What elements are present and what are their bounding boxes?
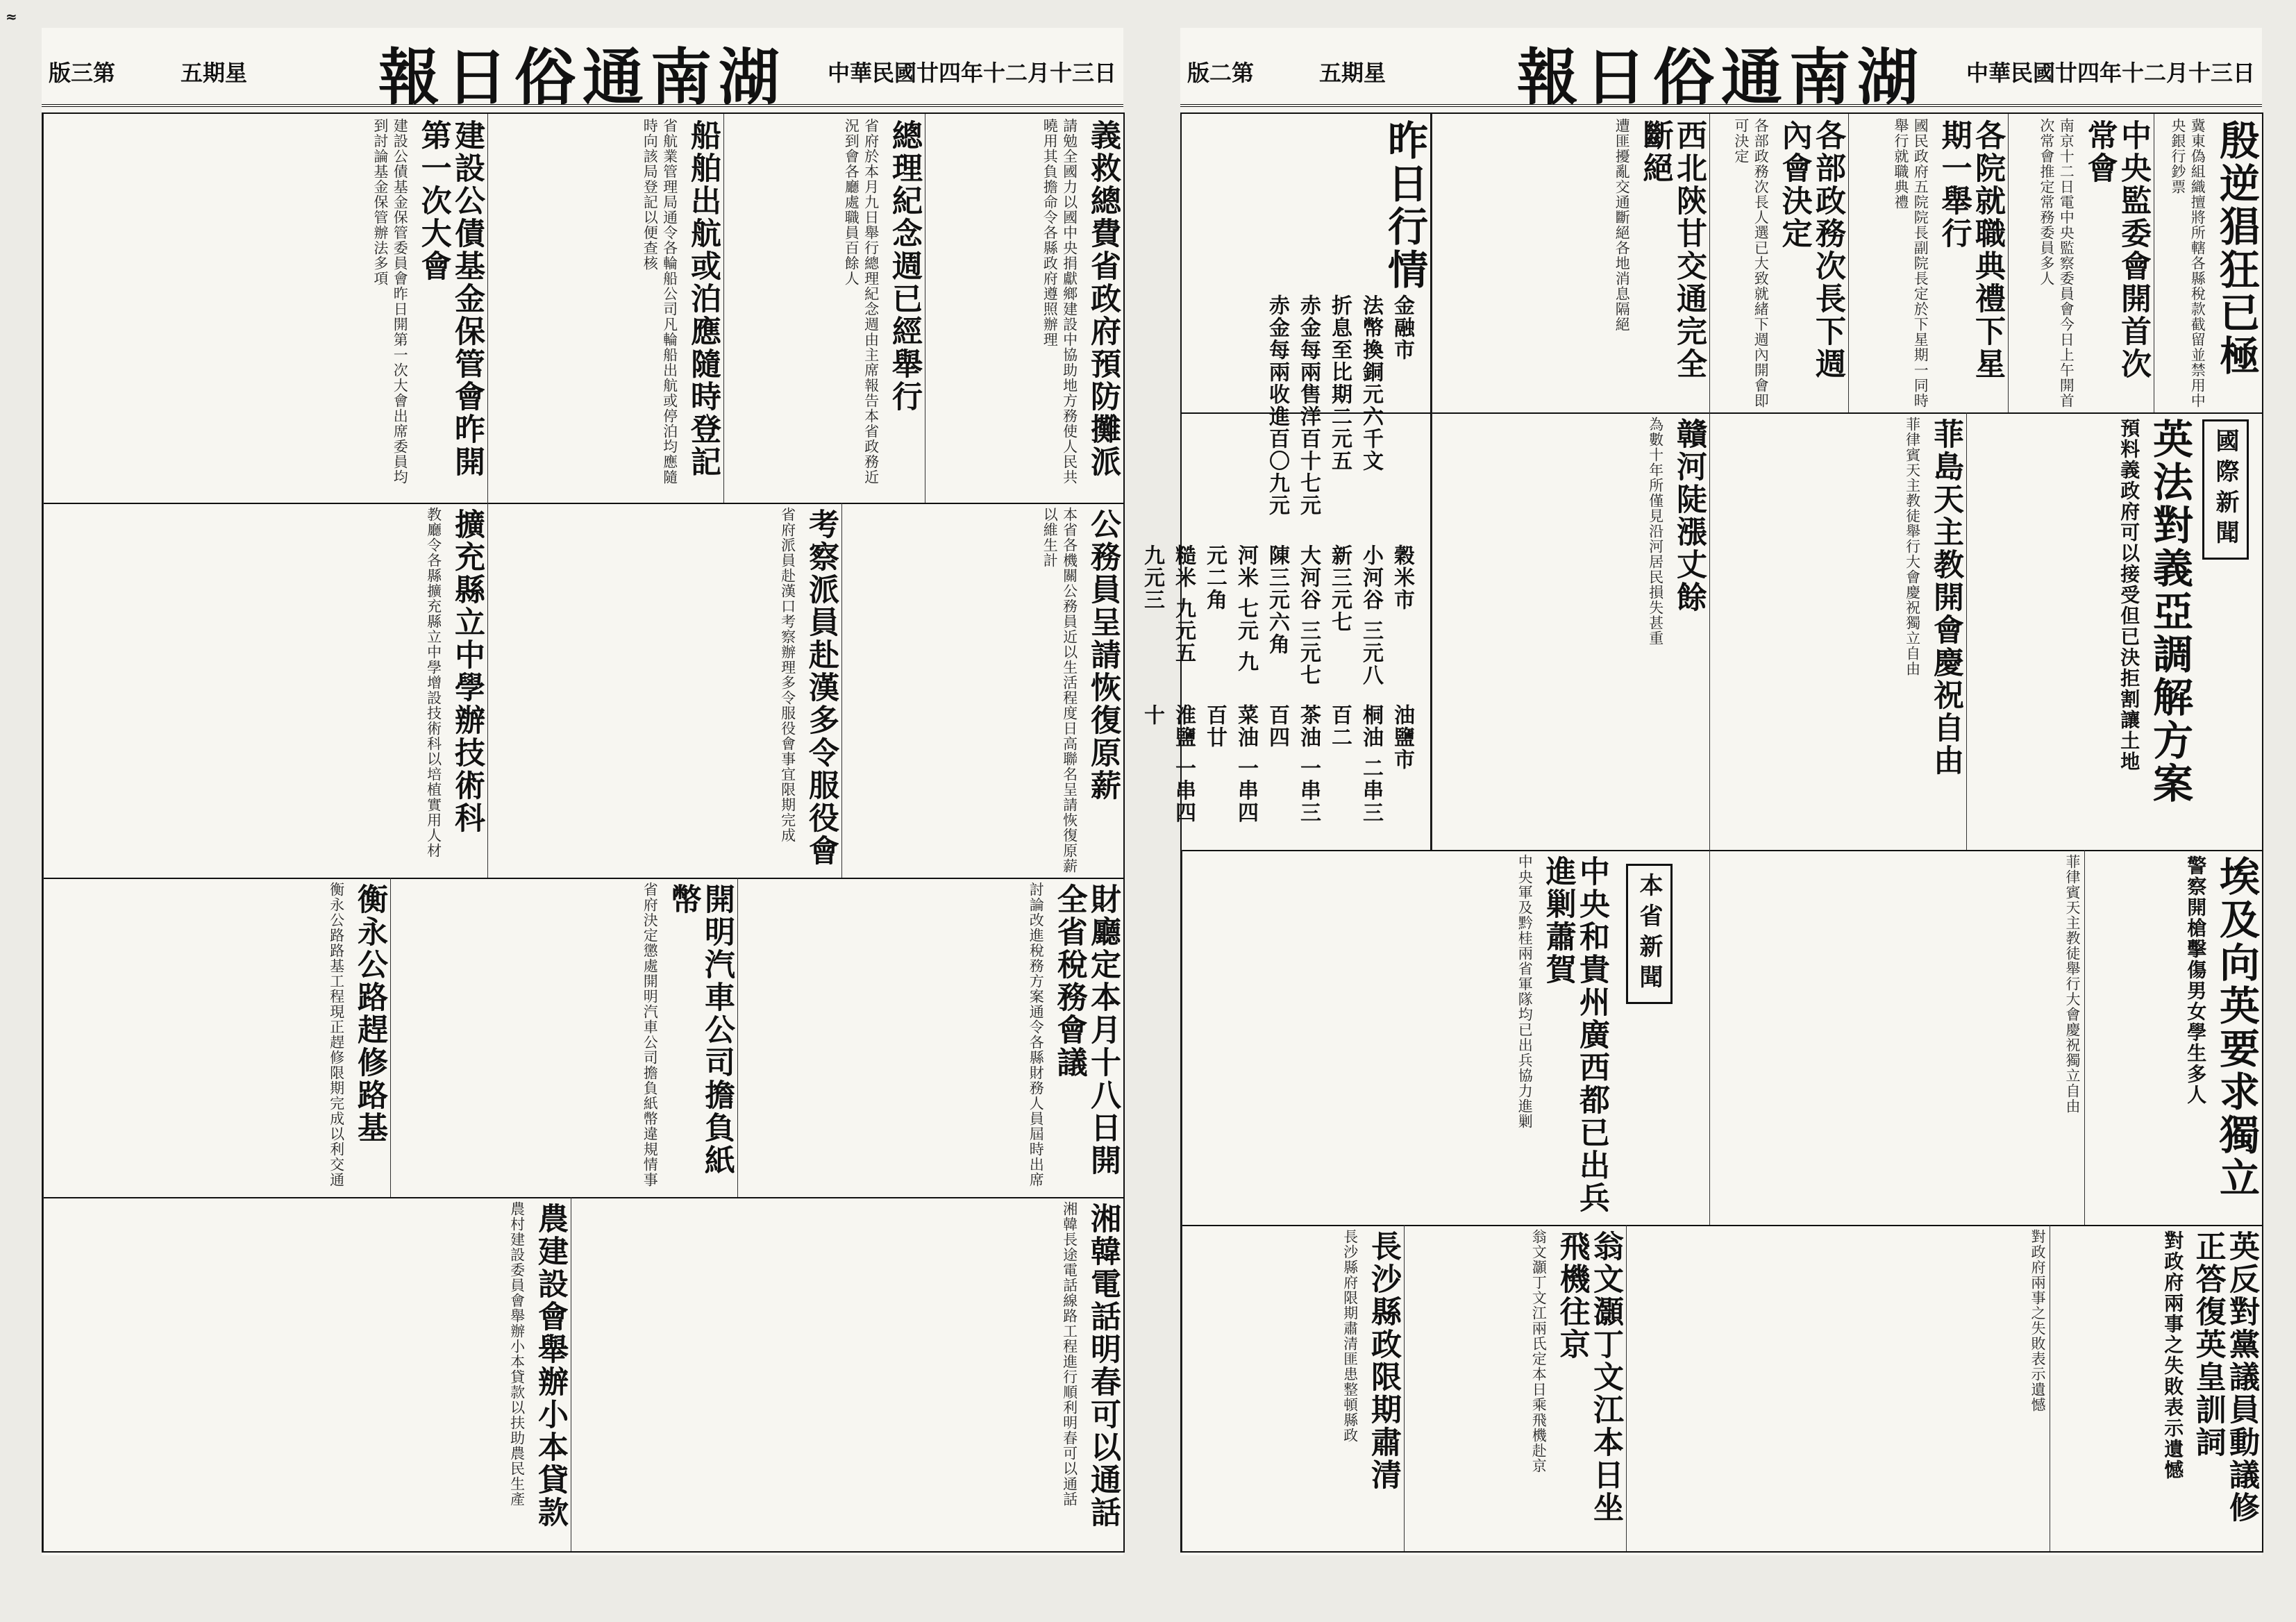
article-text: 長沙縣府限期肅清匪患整頓縣政 [1341,1229,1359,1443]
headline: 建設公債基金保管會昨開第一次大會 [415,119,485,478]
article [925,114,1123,503]
market-line: 桐油 二串三百二 [1327,704,1383,824]
issue-date: 中華民國廿四年十二月十三日 [1966,60,2255,86]
headline: 開明汽車公司擔負紙幣 [665,883,735,1177]
article [2084,850,2262,1225]
masthead [42,28,1123,113]
market-line: 赤金每兩收進百〇九元 [1265,294,1289,517]
headline: 公務員呈請恢復原薪 [1085,508,1121,802]
market-line: 茶油 一串三百四 [1265,704,1321,824]
headline: 中央和貴州廣西都已出兵進剿蕭賀 [1540,855,1609,1214]
article-text: 請勉全國力以國中央捐獻鄉建設中協助地方務使人民共曉用其負擔命令各縣政府遵照辦理 [1041,118,1078,485]
article [1709,412,1966,850]
article [1432,114,1709,412]
article [2050,1225,2262,1551]
headline: 殷逆猖狂已極 [2213,119,2260,378]
article-text: 菲律賓天主教徒舉行大會慶祝獨立自由 [1904,417,1921,676]
headline: 財廳定本月十八日開全省稅務會議 [1051,883,1121,1177]
market-rice-label: 穀米市 [1390,544,1414,611]
market-line: 法幣換銅元六千文 [1359,294,1383,472]
article-text: 遭匪擾亂交通斷絕各地消息隔絕 [1614,118,1631,332]
headline: 衡永公路趕修路基 [352,883,387,1144]
market-line: 大河谷 三元七 陳三元六角 [1265,544,1321,687]
headline: 考察派員赴漢多令服役會 [803,508,839,867]
article-text: 菲律賓天主教徒舉行大會慶祝獨立自由 [2064,854,2081,1114]
article [1182,850,1612,1225]
edition-label: 版三第 [49,60,116,86]
market-oil-label: 油鹽市 [1390,704,1414,771]
article-text: 湘韓長途電話線路工程進行順利明春可以通話 [1061,1201,1078,1507]
headline: 菲島天主教開會慶祝自由 [1928,418,1963,777]
masthead [1180,28,2262,113]
article-text: 南京十二日電中央監察委員會今日上午開首次常會推定常務委員多人 [2038,118,2075,408]
market-line: 赤金每兩售洋百十七元 [1296,294,1321,517]
market-line: 淮鹽 一串四十 [1140,704,1196,824]
article [723,114,925,503]
headline: 長沙縣政限期肅清 [1366,1230,1401,1491]
headline: 各院就職典禮下星期一舉行 [1936,119,2005,381]
headline: 各部政務次長下週內會決定 [1776,119,1845,381]
article-text: 中央軍及黔桂兩省軍隊均已出兵協力進剿 [1516,854,1534,1129]
headline: 翁文灝丁文江本日坐飛機往京 [1554,1230,1623,1524]
newspaper-title: 報日俗通南湖 [1516,41,1926,113]
headline: 英反對黨議員動議修正答復英皇訓詞 [2190,1230,2259,1524]
market-heading: 昨日行情 [1381,119,1428,292]
market-gold [1196,294,1418,530]
article [390,878,737,1197]
article [1966,412,2195,850]
headline: 埃及向英要求獨立 [2213,855,2260,1200]
article-text: 冀東偽組織擅將所轄各縣稅款截留並禁用中央銀行鈔票 [2169,118,2206,408]
article-text: 省府決定懲處開明汽車公司擔負紙幣違規情事 [642,882,659,1187]
corner-mark: ≈ [6,8,17,25]
article [43,1197,571,1551]
headline: 中央監委會開首次常會 [2081,119,2151,381]
article-text: 建設公債基金保管委員會昨日開第一次大會出席委員均到討論基金保管辦法多項 [371,118,409,485]
newspaper-page-2 [1140,28,2262,1555]
article [487,503,841,878]
article [571,1197,1123,1551]
subheadline: 對政府兩事之失敗表示遺憾 [2161,1230,2185,1480]
article-text: 國民政府五院院長副院長定於下星期一同時舉行就職典禮 [1892,118,1929,408]
market-gold-label: 金融市 [1390,294,1414,361]
weekday-label: 五期星 [181,60,248,86]
article-text: 省航業管理局通令各輪船公司凡輪船出航或停泊均應隨時向該局登記以便查核 [642,118,678,485]
market-rice [1140,544,1418,690]
article-text: 衡永公路路基工程現正趕修限期完成以利交通 [328,882,345,1187]
headline: 農建設會舉辦小本貸款 [533,1203,568,1529]
newspaper-page-3 [42,28,1123,1555]
article-text: 教廳令各縣擴充縣立中學增設技術科以培植實用人材 [425,507,442,858]
article [737,878,1123,1197]
headline: 擴充縣立中學辦技術科 [449,508,485,835]
article [1709,850,2084,1225]
issue-date: 中華民國廿四年十二月十三日 [827,60,1116,86]
article [1432,412,1709,850]
market-oil [1140,704,1418,843]
headline: 船舶出航或泊應隨時登記 [685,119,721,478]
article-text: 對政府兩事之失敗表示遺憾 [2029,1229,2046,1412]
section-province: 本省新聞 [1626,864,1673,1004]
article [1404,1225,1626,1551]
article [1848,114,2008,412]
article-text: 翁文灝丁文江兩氏定本日乘飛機赴京 [1530,1229,1548,1473]
market-line: 河米 七元 九元二角 [1203,544,1258,673]
article [487,114,723,503]
article-text: 討論改進稅務方案通令各縣財務人員屆時出席 [1028,882,1045,1187]
headline: 贛河陡漲丈餘 [1671,418,1707,614]
newspaper-title: 報日俗通南湖 [378,41,787,113]
headline: 總理紀念週已經舉行 [887,119,922,413]
subheadline: 預料義政府可以接受但已決拒割讓土地 [2118,418,2141,772]
market-line: 菜油 一串四百廿 [1203,704,1258,824]
article-text: 省府派員赴漢口考察辦理多令服役會事宜限期完成 [779,507,796,843]
article-text: 各部政務次長人選已大致就緒下週內開會即可決定 [1732,118,1770,408]
headline: 西北陝甘交通完全斷絕 [1637,119,1707,381]
article [2008,114,2154,412]
weekday-label: 五期星 [1319,60,1386,86]
market-line: 小河谷 三元八 新三元七 [1327,544,1383,687]
article-text: 為數十年所僅見沿河居民損失甚重 [1647,417,1664,646]
article-text: 農村建設委員會舉辦小本貸款以扶助農民生產 [508,1201,526,1507]
article-text: 省府於本月九日舉行總理紀念週由主席報告本省政務近況到會各廳處職員百餘人 [843,118,880,485]
content-area [1140,112,2263,1553]
article-text: 本省各機關公務員近以生活程度日高聯名呈請恢復原薪以維生計 [1041,507,1078,873]
article [43,114,487,503]
content-area [42,112,1125,1553]
market-line: 折息至比期二元五 [1327,294,1352,472]
article [1182,1225,1404,1551]
edition-label: 版二第 [1187,60,1255,86]
headline: 湘韓電話明春可以通話 [1085,1203,1121,1529]
article [1626,1225,2050,1551]
headline: 英法對義亞調解方案 [2146,418,2193,805]
article [1709,114,1848,412]
article [2154,114,2262,412]
article [43,503,487,878]
subheadline: 警察開槍擊傷男女學生多人 [2184,855,2208,1105]
article [841,503,1123,878]
section-international: 國際新聞 [2202,419,2249,560]
article [43,878,390,1197]
market-line: 糙米 九元五 九元三 [1140,544,1196,664]
headline: 義救總費省政府預防攤派 [1085,119,1121,478]
